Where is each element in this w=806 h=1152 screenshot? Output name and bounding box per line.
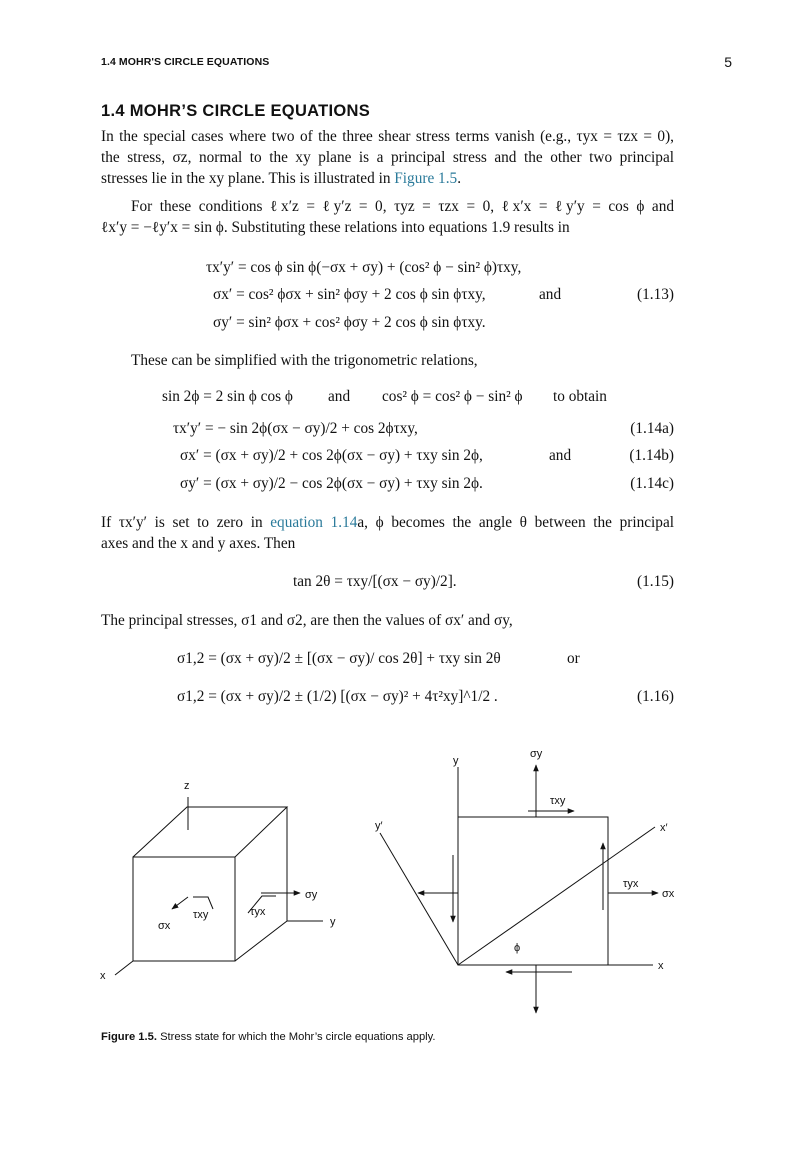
figure-1-5 xyxy=(90,745,710,1025)
cube-label-tau-xy: τxy xyxy=(193,909,209,921)
trig-relations xyxy=(0,386,806,408)
trig-identity-b: cos² ϕ = cos² ϕ − sin² ϕ xyxy=(382,388,523,405)
p4-line1-end: a, ϕ becomes the angle θ between the principal xyxy=(357,514,674,531)
cube-sigma-x-arrow xyxy=(172,897,188,909)
eq114a: τx′y′ = − sin 2ϕ(σx − σy)/2 + cos 2ϕτxy, xyxy=(173,420,418,437)
equation-1-16-line2 xyxy=(0,686,806,708)
eq115-number: (1.15) xyxy=(637,573,674,590)
element-label-y-prime: y′ xyxy=(375,820,383,832)
eq116-a: σ1,2 = (σx + σy)/2 ± [(σx − σy)/ cos 2θ] + τxy sin 2θ xyxy=(177,650,501,667)
cube-tau-xy-arrow xyxy=(193,897,213,909)
element-label-y: y xyxy=(453,755,459,767)
cube-labels xyxy=(100,780,336,982)
element-label-tau-yx: τyx xyxy=(623,878,639,890)
page-number: 5 xyxy=(724,54,732,70)
element-label-tau-xy: τxy xyxy=(550,795,566,807)
eq113-b: σx′ = cos² ϕσx + sin² ϕσy + 2 cos ϕ sin ϕτxy, xyxy=(213,286,486,303)
cube-x-axis xyxy=(115,961,133,975)
trig-and: and xyxy=(328,388,351,405)
element-y-prime-axis xyxy=(380,833,458,965)
eq116-or: or xyxy=(567,650,580,667)
element-label-x: x xyxy=(658,960,664,972)
element-x-prime-axis xyxy=(458,827,655,965)
eq114b-and: and xyxy=(549,447,572,464)
eq116-number: (1.16) xyxy=(637,688,674,705)
eq113-a: τx′y′ = cos ϕ sin ϕ(−σx + σy) + (cos² ϕ − sin² ϕ)τxy, xyxy=(206,259,522,276)
eq114c: σy′ = (σx + σy)/2 − cos 2ϕ(σx − σy) + τxy sin 2ϕ. xyxy=(180,475,483,492)
equation-1-13-line1 xyxy=(0,257,806,279)
eq114c-number: (1.14c) xyxy=(630,475,674,492)
element-square xyxy=(458,817,608,965)
eq114b-number: (1.14b) xyxy=(629,447,674,464)
p1-line3 xyxy=(101,170,461,187)
cube-label-z: z xyxy=(184,780,190,792)
element-label-x-prime: x′ xyxy=(660,822,668,834)
p1-line3-end: . xyxy=(457,170,462,187)
element-labels xyxy=(375,748,675,972)
trig-to-obtain: to obtain xyxy=(553,388,607,405)
p2-line1: For these conditions ℓx′z = ℓy′z = 0, τyz = τzx = 0, ℓx′x = ℓy′y = cos ϕ and xyxy=(131,198,674,215)
caption-label: Figure 1.5. xyxy=(101,1031,157,1043)
equation-1-14c xyxy=(0,473,806,495)
paragraph-trig: These can be simplified with the trigonometric relations, xyxy=(131,352,478,369)
equation-1-15 xyxy=(0,571,806,593)
cube-diagram xyxy=(115,797,323,975)
cube-top-face xyxy=(133,807,287,857)
equation-1-13-line2 xyxy=(0,284,806,306)
cube-label-sigma-x: σx xyxy=(158,920,171,932)
cube-label-tau-yx: τyx xyxy=(250,906,266,918)
element-label-phi: ϕ xyxy=(514,942,521,954)
figure-caption xyxy=(101,1031,436,1043)
running-head xyxy=(101,56,732,72)
p2-line2: ℓx′y = −ℓy′x = sin ϕ. Substituting these relations into equations 1.9 results in xyxy=(101,219,570,236)
p1-line1: In the special cases where two of the three shear stress terms vanish (e.g., τyx = τzx = 0), xyxy=(101,128,674,145)
element-label-sigma-y: σy xyxy=(530,748,543,760)
element-diagram xyxy=(380,765,658,1013)
caption-text: Stress state for which the Mohr’s circle equations apply. xyxy=(160,1031,436,1043)
paragraph-set-zero xyxy=(101,512,674,554)
p1-line2: the stress, σz, normal to the xy plane is a principal stress and the other two principal xyxy=(101,149,674,166)
eq113-and: and xyxy=(539,286,562,303)
equation-1-14a xyxy=(0,418,806,440)
equation-1-13-line3 xyxy=(0,312,806,334)
eq114b: σx′ = (σx + σy)/2 + cos 2ϕ(σx − σy) + τxy sin 2ϕ, xyxy=(180,447,483,464)
p4-line1-text: If τx′y′ is set to zero in xyxy=(101,514,271,531)
running-title: 1.4 MOHR'S CIRCLE EQUATIONS xyxy=(101,56,270,68)
cube-label-x: x xyxy=(100,970,106,982)
figure-svg xyxy=(90,745,710,1025)
p4-line2: axes and the x and y axes. Then xyxy=(101,535,296,552)
cube-right-face xyxy=(235,807,287,961)
paragraph-principal: The principal stresses, σ1 and σ2, are then the values of σx′ and σy, xyxy=(101,612,513,629)
section-title: 1.4 MOHR’S CIRCLE EQUATIONS xyxy=(101,102,371,120)
trig-identity-a: sin 2ϕ = 2 sin ϕ cos ϕ xyxy=(162,388,293,405)
paragraph-conditions xyxy=(101,196,674,238)
equation-1-14b xyxy=(0,445,806,467)
equation-1-14-link[interactable]: equation 1.14 xyxy=(270,514,358,531)
eq115: tan 2θ = τxy/[(σx − σy)/2]. xyxy=(293,573,457,590)
equation-1-16-line1 xyxy=(0,648,806,670)
p1-line3-text: stresses lie in the xy plane. This is illustrated in xyxy=(101,170,395,187)
figure-1-5-link[interactable]: Figure 1.5 xyxy=(394,170,458,187)
eq114a-number: (1.14a) xyxy=(630,420,674,437)
cube-label-y: y xyxy=(330,916,336,928)
element-label-sigma-x: σx xyxy=(662,888,675,900)
p4-line1 xyxy=(101,512,674,533)
eq116-b: σ1,2 = (σx + σy)/2 ± (1/2) [(σx − σy)² + 4τ²xy]^1/2 . xyxy=(177,688,498,705)
cube-label-sigma-y: σy xyxy=(305,889,318,901)
paragraph-intro xyxy=(101,126,674,189)
cube-front-face xyxy=(133,857,235,961)
eq113-c: σy′ = sin² ϕσx + cos² ϕσy + 2 cos ϕ sin ϕτxy. xyxy=(213,314,486,331)
eq113-number: (1.13) xyxy=(637,286,674,303)
